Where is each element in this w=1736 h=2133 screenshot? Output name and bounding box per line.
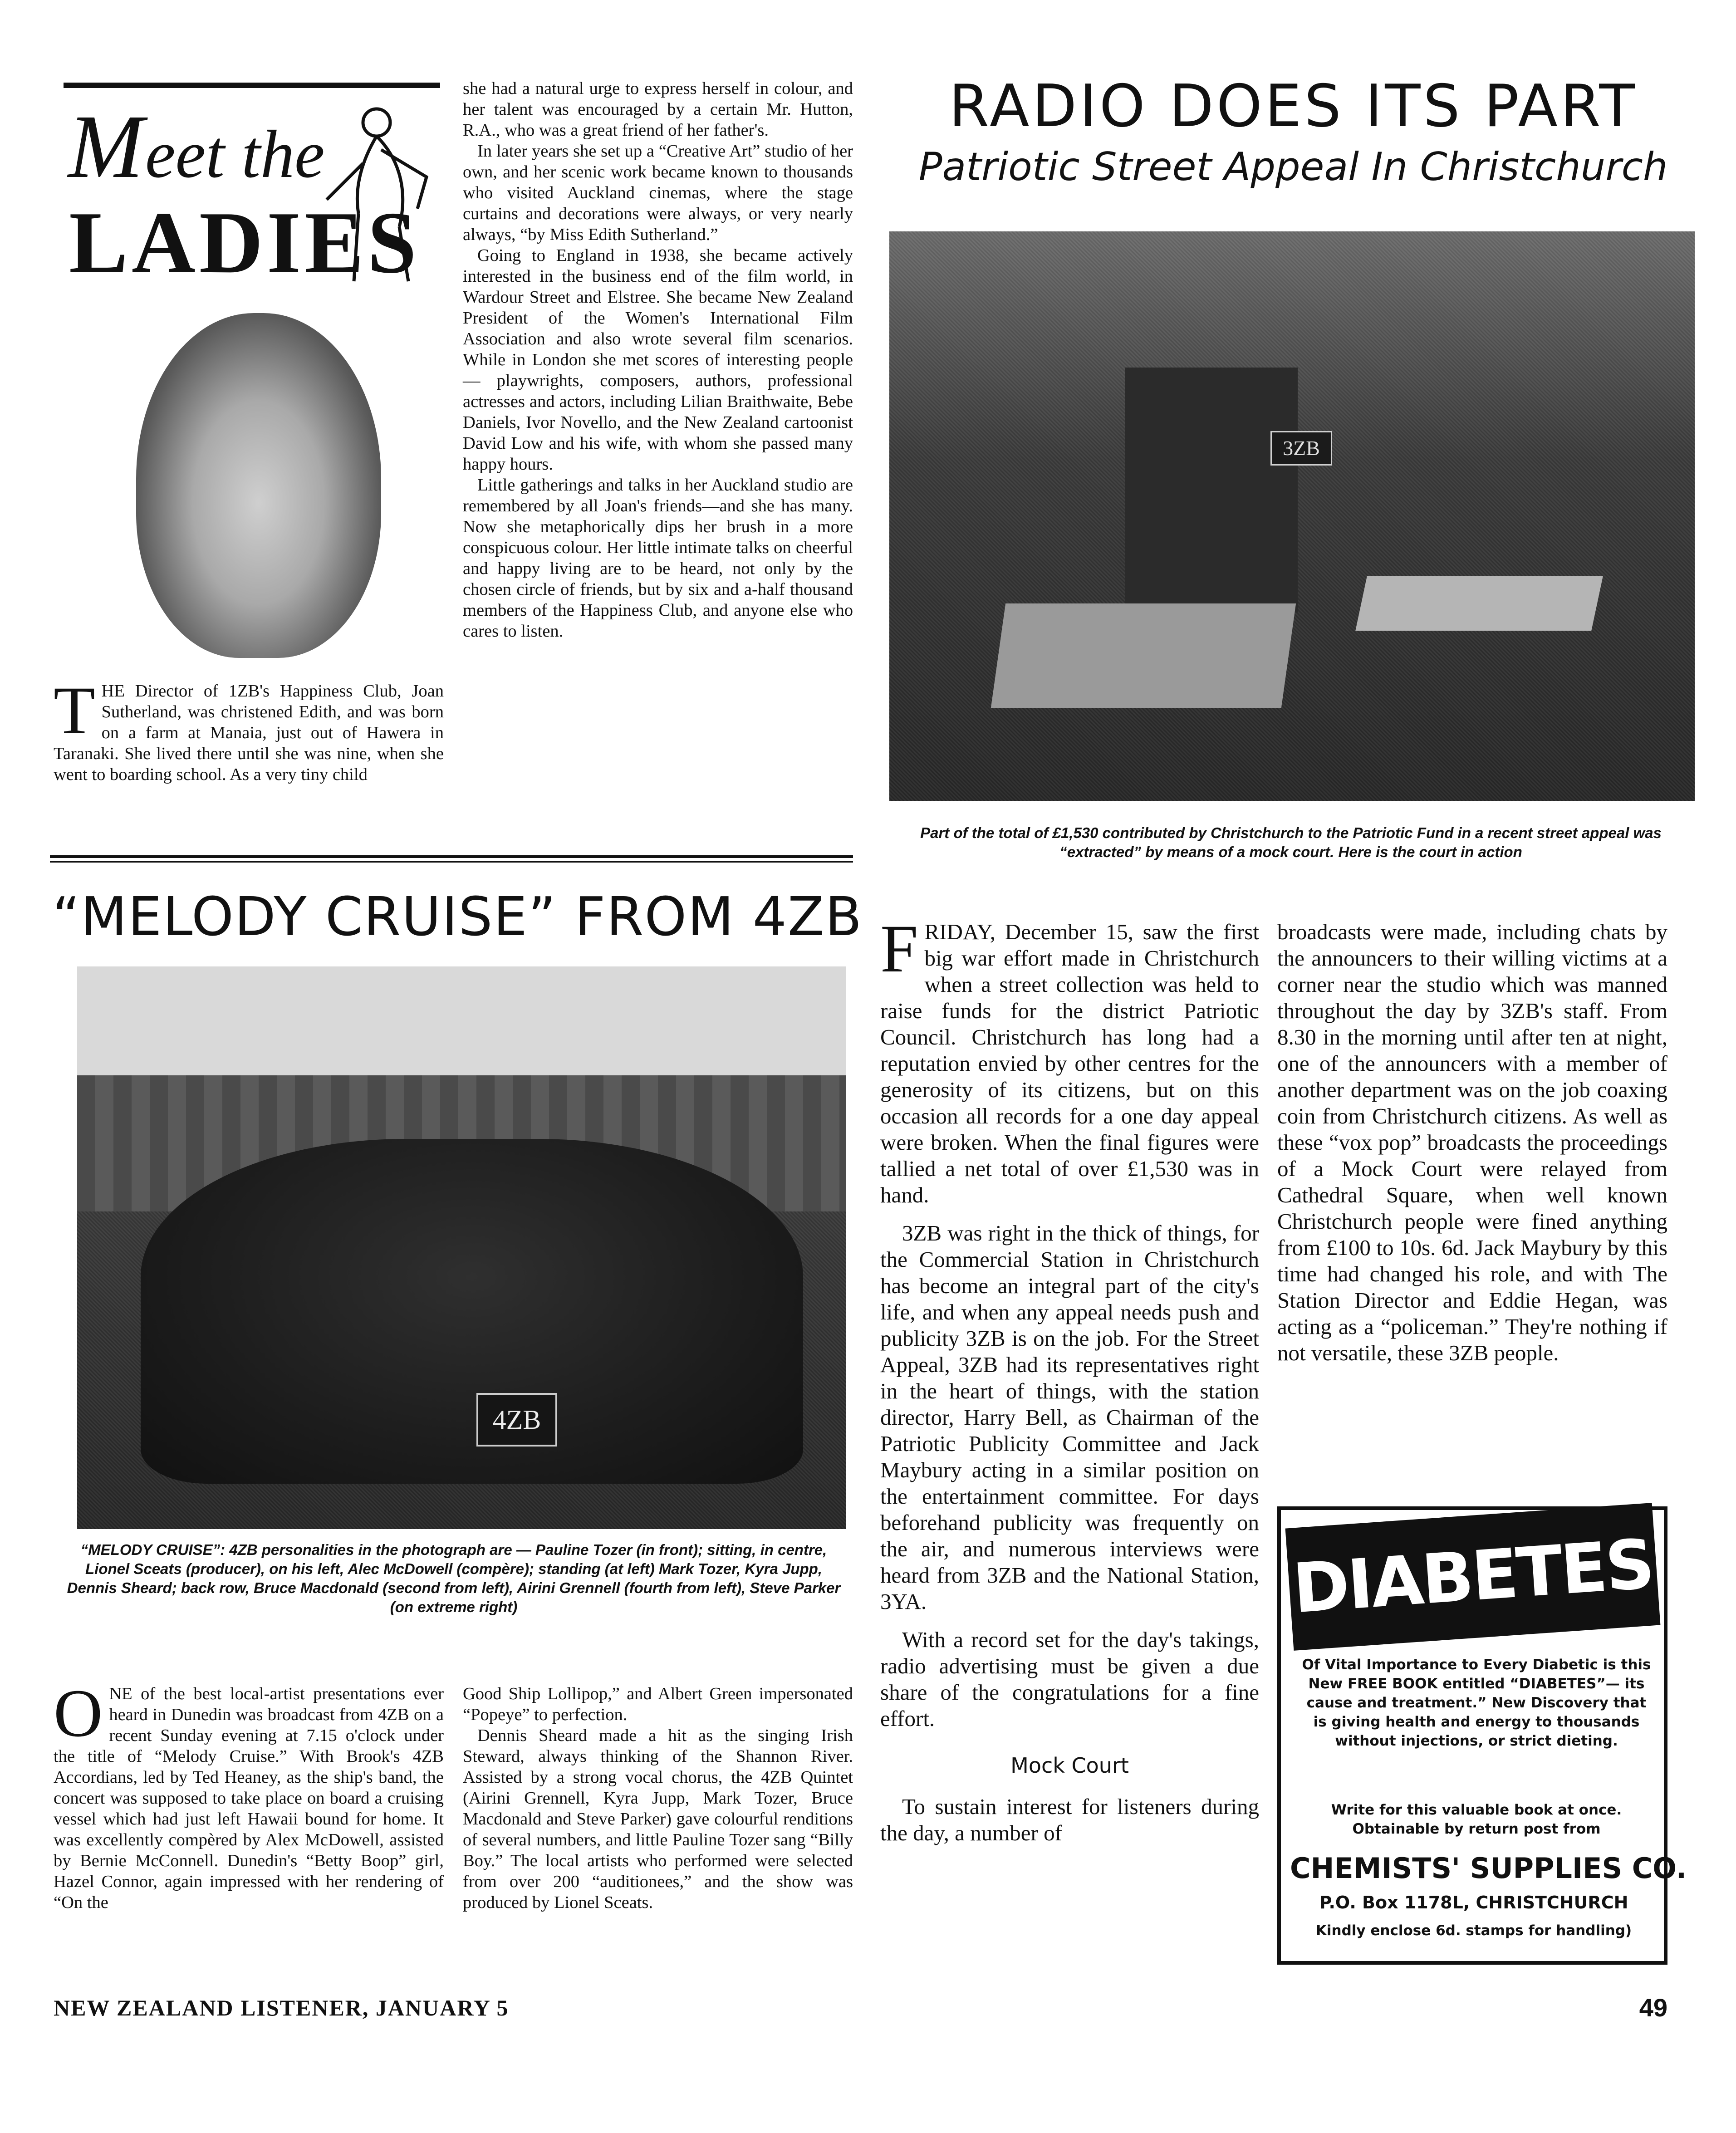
meet-ladies-paragraph-3: Going to England in 1938, she became actively interested in the business end of the film world, in Wardour Street and Elstree. She became New Zealand President of the Women's International Film Association and also wrote several film scenarios. While in London she met scores of interesting people — playwrights, composers, authors, professional actresses and actors, including Lilian Braithwaite, Bebe Daniels, Ivor Novello, and the New Zealand cartoonist David Low and his wife, with whom she passed many happy hours.	[463, 246, 853, 474]
radio-paragraph-5: broadcasts were made, including chats by the announcers to their willing victims at a corner near the studio which was manned throughout the day by 3ZB's staff. From 8.30 in the morning until after ten at night, one of the announcers with a member of another department was on the job coaxing coin from Christchurch citizens. As well as these “vox pop” broadcasts the proceedings of a Mock Court were relayed from Cathedral Square, when well known Christchurch people were fined anything from £100 to 10s. 6d. Jack Maybury by this time had changed his role, and with The Station Director and Eddie Hegan, was acting as a “policeman.” They're nothing if not versatile, these 3ZB people.	[1277, 919, 1667, 1365]
diabetes-advertisement	[1277, 1506, 1687, 1965]
svg-text:eet the: eet the	[145, 117, 325, 192]
diabetes-ad-company: CHEMISTS' SUPPLIES CO.	[1290, 1852, 1687, 1885]
melody-cruise-headline: “MELODY CRUISE” FROM 4ZB	[52, 885, 863, 948]
melody-intro-text: NE of the best local-artist presentations ever heard in Dunedin was broadcast from 4ZB on a recent Sunday evening at 7.15 o'clock under the title of “Melody Cruise.” With Brook's 4ZB Accordians, led by Ted Heaney, as the ship's band, the concert was supposed to take place on board a cruising vessel which had just left Hawaii bound for home. It was excellently compèred by Alex McDowell, assisted by Bernie McConnell. Dunedin's “Betty Boop” girl, Hazel Connor, again impressed with her rendering of “On the	[54, 1684, 444, 1912]
photo-banner-4zb: 4ZB	[476, 1393, 557, 1447]
mock-court-desk	[1355, 576, 1603, 631]
melody-cruise-group-photo	[77, 966, 846, 1529]
melody-paragraph-2: Good Ship Lollipop,” and Albert Green impersonated “Popeye” to perfection.	[463, 1684, 853, 1724]
meet-ladies-column-1	[54, 673, 444, 785]
meet-ladies-intro-text: HE Director of 1ZB's Happiness Club, Joan Sutherland, was christened Edith, and was born on a farm at Manaia, just out of Hawera in Taranaki. She lived there until she was nine, when she went to boarding school. As a very tiny child	[54, 682, 444, 784]
meet-ladies-column-2	[463, 78, 853, 642]
svg-text:LADIES: LADIES	[69, 194, 421, 290]
dropcap-f: F	[880, 911, 918, 986]
top-rule-left	[64, 83, 440, 88]
diabetes-ad-title: DIABETES	[1285, 1503, 1661, 1651]
meet-ladies-paragraph-4: Little gatherings and talks in her Auckland studio are remembered by all Joan's friends—and she has many. Now she metaphorically dips her brush in a more conspicuous colour. Her little intimate talks on cheerful and happy living are to be heard, not only by the chosen circle of friends, but by six and a-half thousand members of the Happiness Club, and anyone else who cares to listen.	[463, 476, 853, 641]
dropcap-o: O	[54, 1676, 103, 1751]
radio-subhead: Patriotic Street Appeal In Christchurch	[918, 144, 1668, 190]
dropcap-t: T	[54, 673, 95, 748]
melody-paragraph-3: Dennis Sheard made a hit as the singing Irish Steward, always thinking of the Shannon River. Assisted by a strong vocal chorus, the 4ZB Quintet (Airini Grennell, Kyra Jupp, Mark Tozer, Bruce Macdonald and Steve Parker) gave colourful renditions of several numbers, and little Pauline Tozer sang “Billy Boy.” The local artists who performed were selected from over 200 “auditionees,” and the show was produced by Lionel Sceats.	[463, 1726, 853, 1912]
mock-court-bench	[1125, 368, 1298, 613]
diabetes-ad-body: Of Vital Importance to Every Diabetic is this New FREE BOOK entitled “DIABETES”— its cause and treatment.” New Discovery that is giving health and energy to thousands without injections, or strict dieting.	[1302, 1657, 1651, 1749]
melody-column-2	[463, 1683, 853, 1913]
mock-court-caption: Part of the total of £1,530 contributed by Christchurch to the Patriotic Fund in a recent street appeal was “extracted” by means of a mock court. Here is the court in action	[920, 824, 1662, 860]
radio-paragraph-3: With a record set for the day's takings, radio advertising must be given a due share of the congratulations for a fine effort.	[880, 1627, 1259, 1731]
diabetes-ad-address: P.O. Box 1178L, CHRISTCHURCH	[1319, 1893, 1628, 1912]
radio-paragraph-4: To sustain interest for listeners during the day, a number of	[880, 1794, 1259, 1845]
meet-the-ladies-lettering	[64, 91, 445, 290]
diabetes-ad-note: Kindly enclose 6d. stamps for handling)	[1315, 1922, 1632, 1939]
photo-ceiling	[77, 966, 846, 1075]
portrait-photo-joan-sutherland	[136, 313, 381, 658]
radio-paragraph-2: 3ZB was right in the thick of things, for the Commercial Station in Christchurch has become an integral part of the city's life, and when any appeal needs push and publicity 3ZB is on the job. For the Street Appeal, 3ZB had its representatives right in the heart of things, with the station director, Harry Bell, as Chairman of the Patriotic Publicity Committee and Jack Maybury acting in a similar position on the entertainment committee. For days beforehand publicity was frequently on the air, and numerous interviews were heard from 3ZB and the National Station, 3YA.	[880, 1221, 1259, 1614]
section-divider-rule-2	[50, 861, 853, 863]
meet-ladies-paragraph-2: In later years she set up a “Creative Art” studio of her own, and her scenic work became known to thousands who visited Auckland cinemas, where the stage curtains and decorations were always, or very nearly always, “by Miss Edith Sutherland.”	[463, 142, 853, 244]
footer-page-number: 49	[1639, 1993, 1667, 2022]
meet-ladies-paragraph-1: she had a natural urge to express herself in colour, and her talent was encouraged by a certain Mr. Hutton, R.A., who was a great friend of her father's.	[463, 79, 853, 140]
mock-court-subheading: Mock Court	[1010, 1753, 1129, 1778]
melody-cruise-caption: “MELODY CRUISE”: 4ZB personalities in the photograph are — Pauline Tozer (in front); sitting, in centre, Lionel Sceats (producer), on his left, Alec McDowell (compère); standing (at left) Mark Tozer, Kyra Jupp, Dennis Sheard; back row, Bruce Macdonald (second from left), Airini Grennell (fourth from left), Steve Parker (on extreme right)	[67, 1541, 841, 1615]
radio-column-1	[880, 911, 1259, 1858]
photo-sign-3zb: 3ZB	[1270, 431, 1332, 466]
section-divider-rule-1	[50, 855, 853, 858]
radio-column-2	[1277, 919, 1667, 1378]
mock-court-photo	[889, 231, 1695, 801]
radio-paragraph-1-text: RIDAY, December 15, saw the first big war effort made in Christchurch when a street collection was held to raise funds for the district Patriotic Council. Christchurch has long had a reputation envied by other centres for the generosity of its citizens, but on this occasion all records for a one day appeal were broken. When the final figures were tallied a net total of over £1,530 was in hand.	[880, 919, 1259, 1207]
svg-text:M: M	[68, 97, 144, 197]
melody-column-1	[54, 1676, 444, 1913]
radio-paragraph-1	[880, 911, 1259, 1208]
meet-the-ladies-logo	[64, 91, 445, 290]
footer-publication: NEW ZEALAND LISTENER, JANUARY 5	[54, 1995, 509, 2020]
photo-group-people	[141, 1139, 803, 1484]
diabetes-ad-write-line: Write for this valuable book at once. Obtainable by return post from	[1331, 1802, 1622, 1837]
radio-headline: RADIO DOES ITS PART	[949, 73, 1638, 140]
mock-court-table	[991, 603, 1296, 708]
